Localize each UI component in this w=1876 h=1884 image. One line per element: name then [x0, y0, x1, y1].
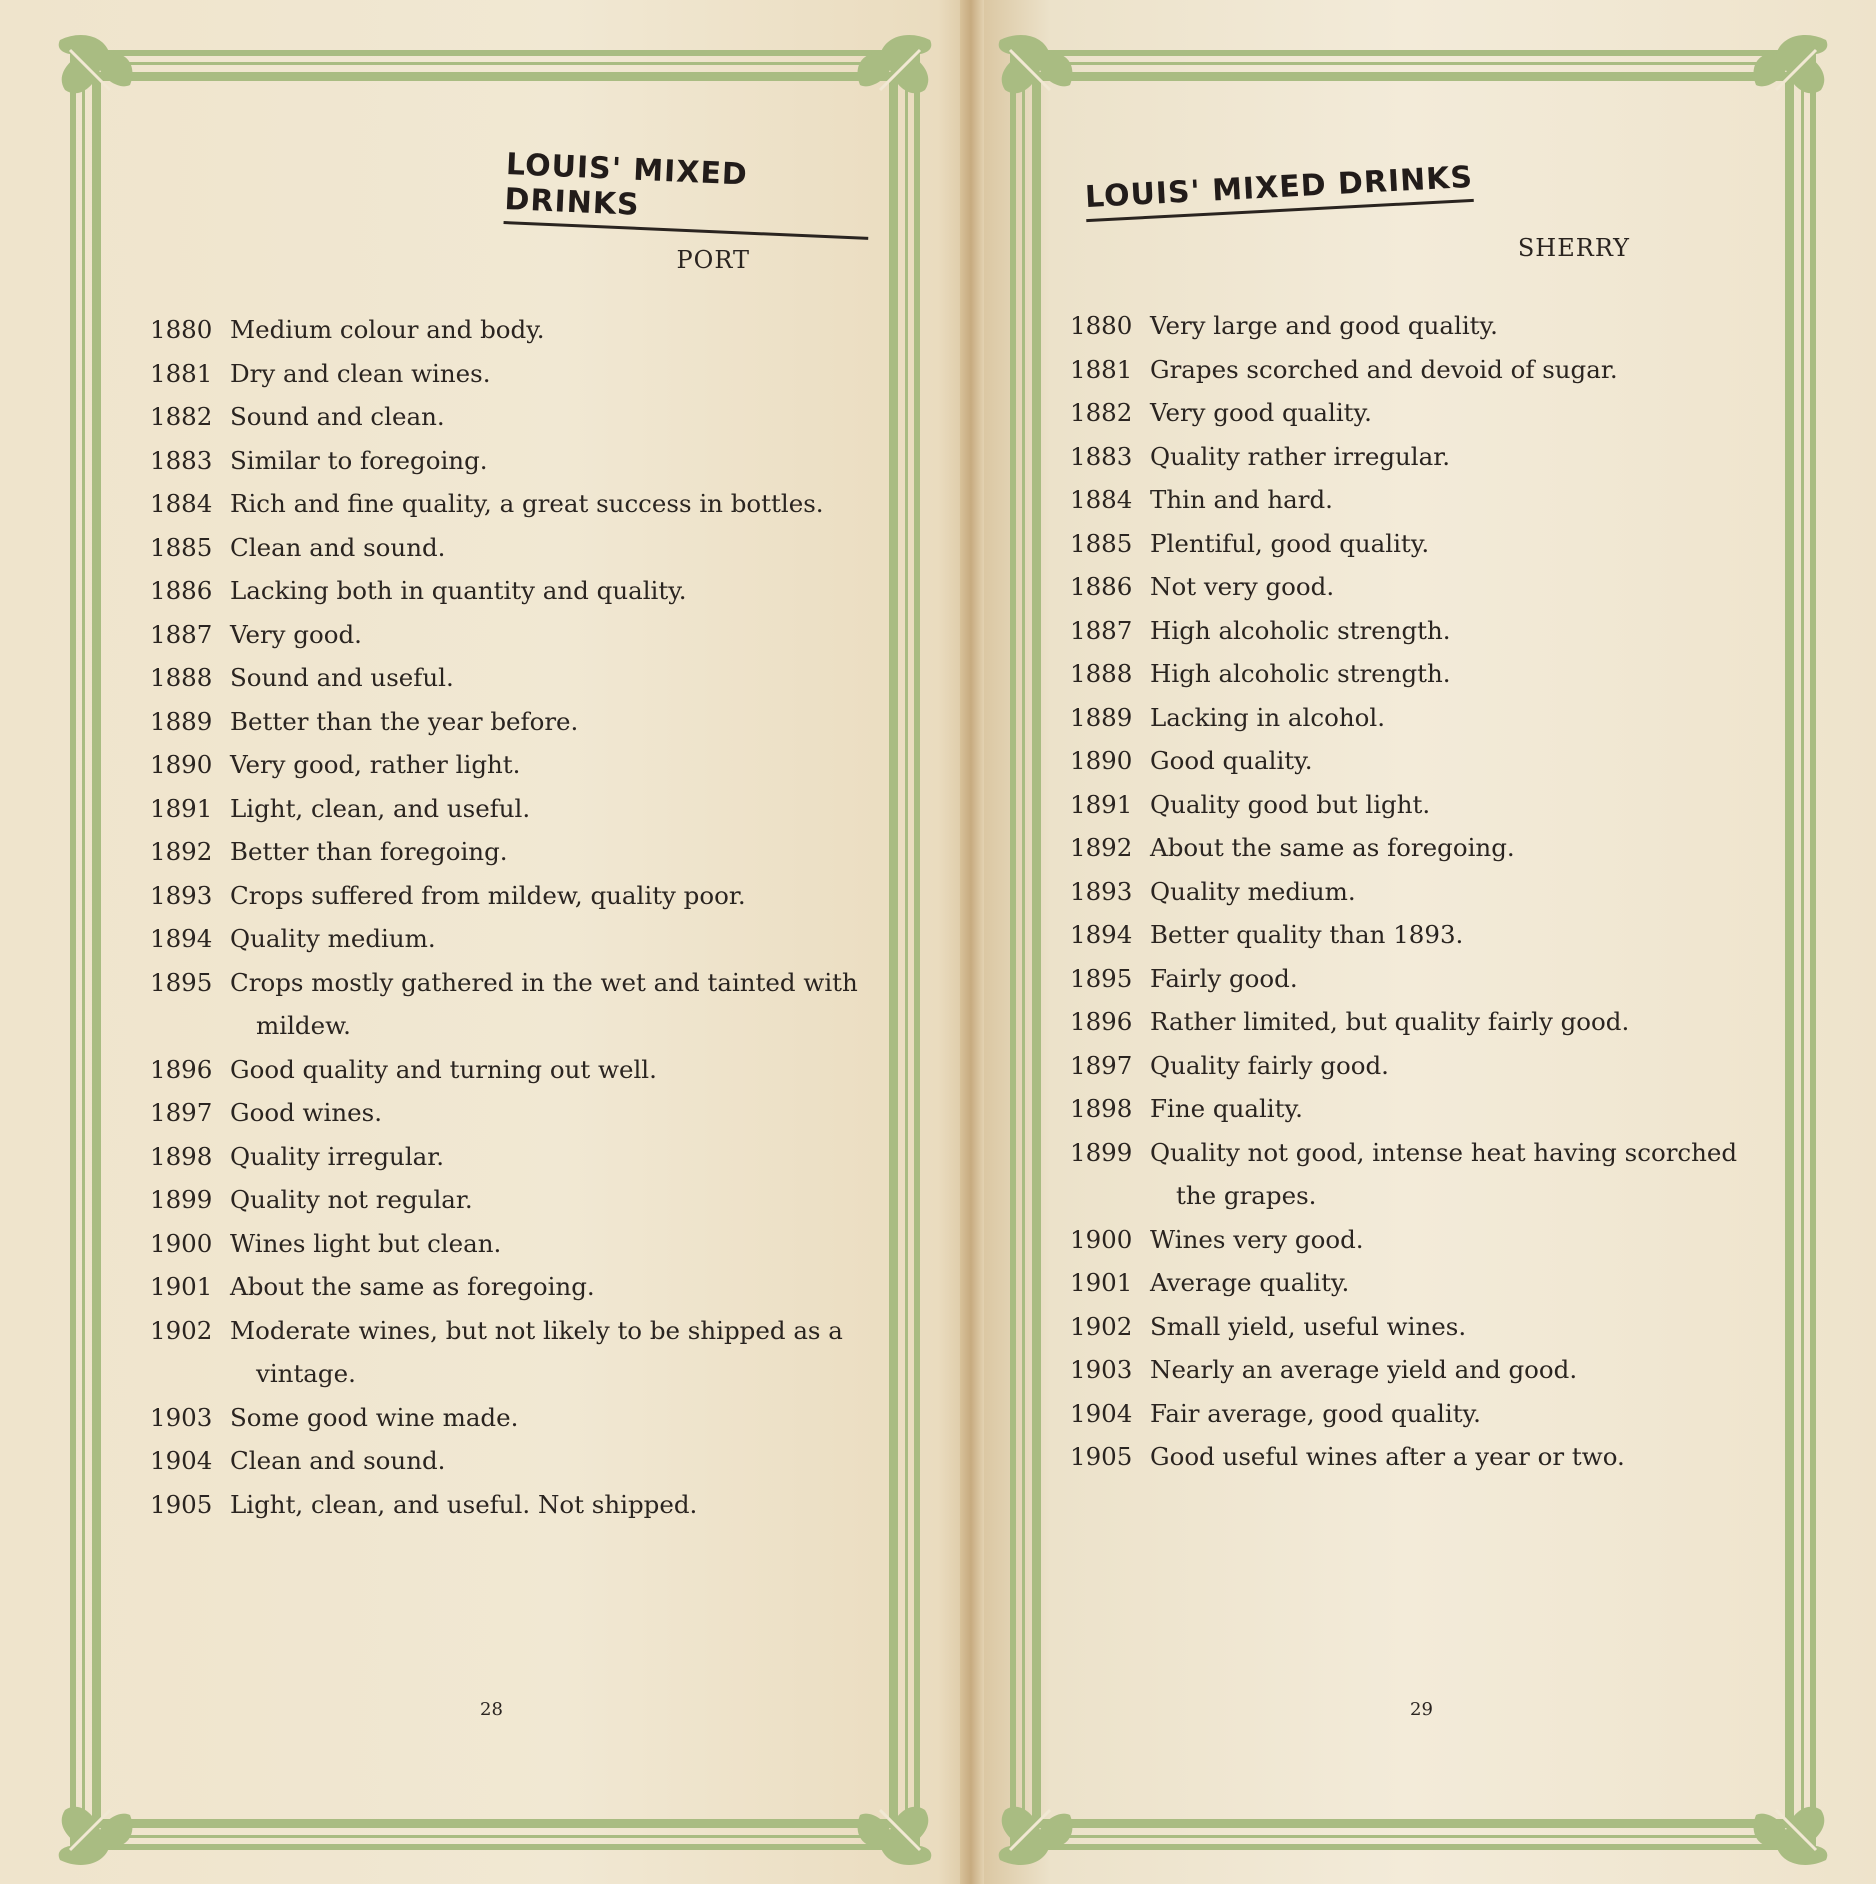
vintage-entry: [150, 1265, 870, 1309]
vintage-entry: [150, 526, 870, 570]
vintage-note: [230, 1048, 870, 1092]
vintage-note-text: Clean and sound.: [230, 532, 446, 562]
vintage-year: 1887: [150, 619, 213, 649]
vintage-note-text: Small yield, useful wines.: [1150, 1311, 1467, 1341]
vintage-entry: [150, 1048, 870, 1092]
vintage-year: 1890: [1070, 746, 1133, 775]
vintage-note: [1150, 1261, 1756, 1305]
vintage-note-text: Nearly an average yield and good.: [1150, 1355, 1578, 1384]
vintage-note-text: Very large and good quality.: [1150, 311, 1498, 340]
vintage-year: 1899: [1070, 1137, 1133, 1167]
left-page: [50, 30, 940, 1870]
vintage-note: [230, 1265, 870, 1309]
vintage-entry: [1070, 1392, 1756, 1436]
book-gutter: [960, 0, 984, 1884]
vintage-note: [230, 1178, 870, 1222]
vintage-year: 1901: [150, 1272, 213, 1301]
vintage-note-text: Very good quality.: [1150, 398, 1372, 427]
vintage-year: 1892: [150, 837, 213, 866]
vintage-note-text: Quality good but light.: [1150, 789, 1431, 819]
vintage-entry: [150, 1439, 870, 1483]
vintage-year: 1895: [1070, 963, 1133, 993]
vintage-note: [230, 1396, 870, 1440]
vintage-note-text: Plentiful, good quality.: [1150, 528, 1430, 558]
vintage-note-text: About the same as foregoing.: [1150, 833, 1515, 862]
vintage-entry: [1070, 652, 1756, 696]
vintage-note: [230, 439, 870, 483]
vintage-entry: [1070, 391, 1756, 435]
leaf-ornament-icon: [850, 1780, 940, 1870]
vintage-note-text: Very good.: [230, 619, 362, 649]
vintage-note-text: Fair average, good quality.: [1150, 1398, 1481, 1428]
vintage-year: 1882: [1070, 398, 1133, 427]
vintage-note: [1150, 1305, 1756, 1349]
vintage-entry: [150, 308, 870, 352]
vintage-year: 1905: [150, 1489, 213, 1519]
vintage-entry: [1070, 957, 1756, 1001]
vintage-note: [1150, 1131, 1756, 1218]
leaf-ornament-icon: [50, 1780, 140, 1870]
vintage-note-text: Better than the year before.: [230, 706, 579, 736]
vintage-note: [1150, 1087, 1756, 1131]
vintage-year: 1902: [1070, 1311, 1133, 1341]
vintage-note-text: Thin and hard.: [1150, 485, 1333, 514]
vintage-note: [1150, 1000, 1756, 1044]
vintage-entry: [1070, 1435, 1756, 1479]
vintage-note-text: Clean and sound.: [230, 1446, 446, 1475]
vintage-note-text: High alcoholic strength.: [1150, 659, 1451, 688]
vintage-list-port: [150, 308, 870, 1526]
vintage-note: [230, 352, 870, 396]
leaf-ornament-icon: [850, 30, 940, 120]
vintage-note: [1150, 304, 1756, 348]
vintage-entry: [1070, 609, 1756, 653]
page-number: 29: [1410, 1699, 1433, 1720]
vintage-year: 1904: [150, 1446, 213, 1475]
vintage-entry: [1070, 826, 1756, 870]
vintage-note: [230, 743, 870, 787]
vintage-year: 1899: [150, 1185, 213, 1214]
vintage-note-text: Good useful wines after a year or two.: [1150, 1442, 1625, 1471]
vintage-year: 1904: [1070, 1398, 1133, 1428]
vintage-note: [1150, 957, 1756, 1001]
vintage-year: 1890: [150, 750, 213, 779]
vintage-note-text: Dry and clean wines.: [230, 358, 491, 388]
vintage-entry: [1070, 739, 1756, 783]
vintage-entry: [150, 439, 870, 483]
vintage-entry: [150, 1091, 870, 1135]
running-head: LOUIS' MIXED DRINKS: [1084, 160, 1474, 222]
leaf-ornament-icon: [50, 30, 140, 120]
vintage-note-text: Quality medium.: [1150, 876, 1356, 906]
vintage-year: 1889: [150, 706, 213, 736]
vintage-entry: [150, 482, 870, 526]
vintage-note-text: Wines light but clean.: [230, 1228, 502, 1258]
vintage-year: 1898: [150, 1141, 213, 1171]
vintage-entry: [150, 1178, 870, 1222]
vintage-note-text: Grapes scorched and devoid of sugar.: [1150, 354, 1618, 384]
vintage-year: 1888: [150, 663, 213, 692]
vintage-note-text: Good quality and turning out well.: [230, 1054, 657, 1084]
vintage-note-text: About the same as foregoing.: [230, 1272, 595, 1301]
vintage-entry: [1070, 870, 1756, 914]
vintage-year: 1886: [150, 576, 213, 605]
vintage-year: 1903: [150, 1402, 213, 1432]
vintage-entry: [1070, 696, 1756, 740]
vintage-entry: [150, 1135, 870, 1179]
vintage-note-text: Quality not regular.: [230, 1185, 473, 1214]
vintage-year: 1898: [1070, 1094, 1133, 1123]
vintage-note-text: Good wines.: [230, 1098, 382, 1127]
vintage-note: [1150, 652, 1756, 696]
vintage-entry: [1070, 348, 1756, 392]
vintage-note: [1150, 1435, 1756, 1479]
leaf-ornament-icon: [990, 30, 1080, 120]
vintage-note-text: Light, clean, and useful.: [230, 793, 531, 823]
vintage-note-text: Wines very good.: [1150, 1224, 1364, 1254]
vintage-note: [230, 1309, 870, 1396]
vintage-note: [230, 1222, 870, 1266]
vintage-note-text: Fine quality.: [1150, 1094, 1303, 1123]
vintage-note: [1150, 435, 1756, 479]
vintage-note: [230, 1439, 870, 1483]
vintage-note: [1150, 1348, 1756, 1392]
vintage-note-continuation: mildew.: [256, 1011, 351, 1040]
vintage-note-text: Moderate wines, but not likely to be shipped as a: [230, 1315, 843, 1345]
vintage-note: [1150, 522, 1756, 566]
vintage-entry: [150, 1309, 870, 1396]
vintage-note: [230, 613, 870, 657]
vintage-entry: [1070, 1000, 1756, 1044]
vintage-entry: [150, 395, 870, 439]
vintage-note-text: Quality irregular.: [230, 1141, 445, 1171]
vintage-entry: [1070, 1305, 1756, 1349]
vintage-year: 1893: [1070, 876, 1133, 906]
vintage-year: 1884: [150, 489, 213, 518]
vintage-year: 1884: [1070, 485, 1133, 514]
vintage-year: 1888: [1070, 659, 1133, 688]
running-head: LOUIS' MIXED DRINKS: [503, 147, 871, 240]
vintage-note: [1150, 1044, 1756, 1088]
vintage-note: [1150, 913, 1756, 957]
vintage-note: [230, 1135, 870, 1179]
vintage-note: [230, 830, 870, 874]
vintage-note: [230, 961, 870, 1048]
vintage-year: 1881: [150, 358, 213, 388]
vintage-year: 1881: [1070, 354, 1133, 384]
vintage-note: [1150, 696, 1756, 740]
vintage-note-text: Better than foregoing.: [230, 837, 508, 866]
vintage-note-continuation: the grapes.: [1176, 1181, 1317, 1210]
vintage-year: 1880: [1070, 311, 1133, 340]
vintage-note-text: Rich and fine quality, a great success in bottles.: [230, 489, 824, 518]
vintage-note: [230, 526, 870, 570]
right-page-content: [1070, 110, 1756, 1790]
vintage-list-sherry: [1070, 304, 1756, 1479]
vintage-note-text: Medium colour and body.: [230, 315, 545, 344]
page-number: 28: [480, 1699, 503, 1720]
vintage-note-text: Quality fairly good.: [1150, 1050, 1389, 1080]
vintage-note-text: Fairly good.: [1150, 963, 1298, 993]
vintage-year: 1885: [150, 532, 213, 562]
vintage-entry: [1070, 1044, 1756, 1088]
vintage-year: 1895: [150, 967, 213, 997]
vintage-note: [1150, 565, 1756, 609]
vintage-note-text: Very good, rather light.: [230, 750, 521, 779]
vintage-year: 1902: [150, 1315, 213, 1345]
vintage-note: [230, 1091, 870, 1135]
right-page: [990, 30, 1836, 1870]
vintage-entry: [150, 787, 870, 831]
vintage-year: 1880: [150, 315, 213, 344]
vintage-year: 1896: [1070, 1007, 1133, 1036]
vintage-note-continuation: vintage.: [256, 1359, 356, 1388]
left-page-content: [150, 110, 870, 1790]
vintage-entry: [1070, 478, 1756, 522]
vintage-note-text: Sound and useful.: [230, 663, 454, 692]
vintage-entry: [1070, 1131, 1756, 1218]
vintage-note-text: Lacking both in quantity and quality.: [230, 576, 687, 605]
vintage-entry: [150, 1396, 870, 1440]
vintage-entry: [1070, 565, 1756, 609]
vintage-year: 1897: [1070, 1050, 1133, 1080]
vintage-year: 1891: [1070, 789, 1133, 819]
vintage-year: 1894: [150, 924, 213, 953]
vintage-note: [230, 787, 870, 831]
vintage-entry: [150, 656, 870, 700]
leaf-ornament-icon: [990, 1780, 1080, 1870]
vintage-year: 1886: [1070, 572, 1133, 601]
vintage-entry: [1070, 1348, 1756, 1392]
vintage-entry: [150, 700, 870, 744]
vintage-entry: [1070, 522, 1756, 566]
section-title-port: PORT: [676, 246, 750, 274]
vintage-year: 1897: [150, 1098, 213, 1127]
vintage-note: [1150, 609, 1756, 653]
vintage-note: [1150, 870, 1756, 914]
vintage-note-text: Quality not good, intense heat having scorched: [1150, 1137, 1738, 1167]
vintage-entry: [150, 1222, 870, 1266]
vintage-note: [230, 482, 870, 526]
vintage-entry: [150, 1483, 870, 1527]
vintage-year: 1900: [150, 1228, 213, 1258]
vintage-entry: [1070, 435, 1756, 479]
vintage-year: 1885: [1070, 528, 1133, 558]
vintage-note: [1150, 391, 1756, 435]
vintage-entry: [150, 874, 870, 918]
vintage-year: 1891: [150, 793, 213, 823]
vintage-note: [230, 700, 870, 744]
vintage-entry: [1070, 304, 1756, 348]
vintage-note-text: Average quality.: [1150, 1268, 1350, 1297]
vintage-year: 1905: [1070, 1442, 1133, 1471]
vintage-year: 1894: [1070, 920, 1133, 949]
vintage-note-text: Crops suffered from mildew, quality poor.: [230, 880, 746, 910]
vintage-entry: [150, 743, 870, 787]
vintage-entry: [150, 352, 870, 396]
vintage-note: [230, 1483, 870, 1527]
vintage-note-text: Good quality.: [1150, 746, 1313, 775]
vintage-year: 1900: [1070, 1224, 1133, 1254]
vintage-year: 1883: [1070, 441, 1133, 471]
vintage-note: [230, 569, 870, 613]
vintage-entry: [1070, 783, 1756, 827]
vintage-note-text: Quality rather irregular.: [1150, 441, 1451, 471]
vintage-note-text: Some good wine made.: [230, 1402, 519, 1432]
section-title-sherry: SHERRY: [1517, 234, 1630, 262]
leaf-ornament-icon: [1746, 30, 1836, 120]
vintage-note-text: Crops mostly gathered in the wet and tainted with: [230, 967, 858, 997]
vintage-year: 1903: [1070, 1355, 1133, 1384]
vintage-note: [230, 395, 870, 439]
vintage-entry: [1070, 1261, 1756, 1305]
vintage-year: 1892: [1070, 833, 1133, 862]
vintage-entry: [1070, 913, 1756, 957]
leaf-ornament-icon: [1746, 1780, 1836, 1870]
vintage-note: [230, 308, 870, 352]
vintage-entry: [1070, 1087, 1756, 1131]
vintage-note: [1150, 348, 1756, 392]
vintage-entry: [150, 613, 870, 657]
vintage-entry: [150, 917, 870, 961]
vintage-note: [230, 656, 870, 700]
vintage-year: 1889: [1070, 702, 1133, 732]
vintage-year: 1883: [150, 445, 213, 475]
vintage-note-text: Quality medium.: [230, 924, 436, 953]
vintage-note: [1150, 1218, 1756, 1262]
vintage-note-text: Similar to foregoing.: [230, 445, 488, 475]
vintage-note-text: Lacking in alcohol.: [1150, 702, 1385, 732]
vintage-note: [1150, 739, 1756, 783]
vintage-note-text: High alcoholic strength.: [1150, 615, 1451, 645]
vintage-year: 1901: [1070, 1268, 1133, 1297]
vintage-entry: [1070, 1218, 1756, 1262]
vintage-note: [1150, 826, 1756, 870]
vintage-note-text: Light, clean, and useful. Not shipped.: [230, 1489, 698, 1519]
vintage-year: 1887: [1070, 615, 1133, 645]
vintage-note-text: Better quality than 1893.: [1150, 920, 1464, 949]
vintage-note: [230, 874, 870, 918]
vintage-note: [1150, 783, 1756, 827]
vintage-note: [230, 917, 870, 961]
vintage-year: 1893: [150, 880, 213, 910]
vintage-note: [1150, 1392, 1756, 1436]
vintage-note-text: Not very good.: [1150, 572, 1335, 601]
vintage-note-text: Rather limited, but quality fairly good.: [1150, 1007, 1630, 1036]
vintage-note: [1150, 478, 1756, 522]
vintage-entry: [150, 569, 870, 613]
vintage-year: 1896: [150, 1054, 213, 1084]
vintage-entry: [150, 830, 870, 874]
vintage-entry: [150, 961, 870, 1048]
vintage-note-text: Sound and clean.: [230, 402, 445, 431]
vintage-year: 1882: [150, 402, 213, 431]
